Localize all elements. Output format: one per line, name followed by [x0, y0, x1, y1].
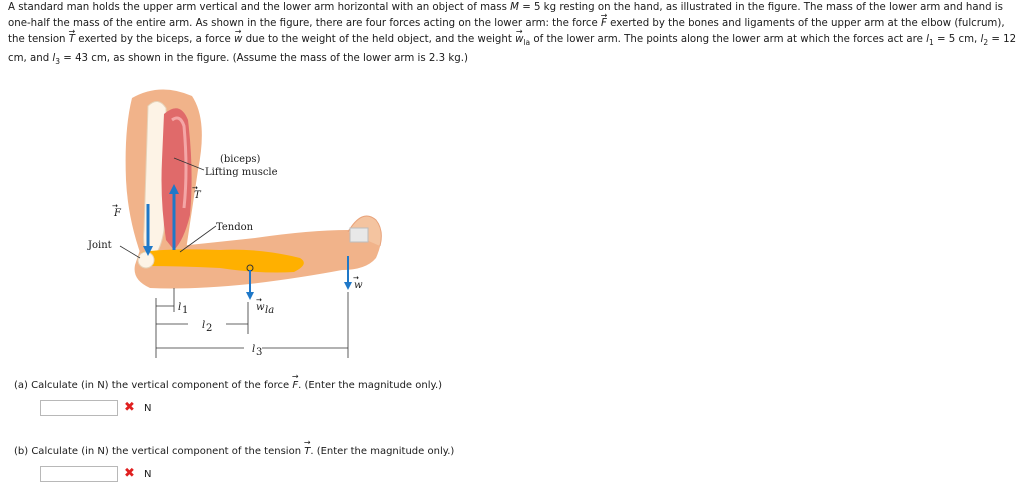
answer-a-input[interactable]: [40, 400, 118, 416]
vector-T: → T: [69, 32, 75, 48]
unit-label: N: [144, 402, 152, 414]
svg-text:→: →: [192, 184, 198, 192]
lifting-muscle-label: Lifting muscle: [205, 167, 278, 178]
incorrect-icon: ✖: [124, 400, 135, 415]
problem-text: A standard man holds the upper arm vertical and the lower arm horizontal with an object of mass M = 5 kg resting on the hand, as illustrated in the figure. The mass of the lower arm and hand is one-half the mass of the entire arm. As shown in the figure, there are four forces acting on the lower arm: the force → F exerted by the bones and ligaments of the upper arm at the elbow (fulcrum), the tension → T exerted by the biceps, a force → w due to the weight of the held object, and the weight → $w_{la}$ of the lower arm. The points along the lower arm at which the forces act are $l_1 = 5$ cm, $l_2 = 12$ cm, and $l_3 = 43$ cm, as shown in the figure. (Assume the mass of the lower arm is 2.3 kg.): [8, 0, 1018, 70]
question-b-vector: → T: [304, 446, 310, 457]
svg-text:→: →: [256, 296, 262, 304]
svg-text:3: 3: [256, 347, 263, 358]
question-b: (b) Calculate (in N) the vertical component of the tension → T. (Enter the magnitude only.): [14, 446, 454, 457]
l2-label: l: [202, 320, 206, 331]
T-label: T: [194, 190, 201, 201]
tendon-label: Tendon: [216, 222, 254, 233]
l3-label: l: [252, 344, 256, 355]
svg-text:1: 1: [182, 305, 189, 316]
svg-text:→: →: [112, 202, 118, 210]
svg-text:→: →: [353, 274, 359, 282]
w-label: w: [354, 280, 363, 291]
wla-label: w: [256, 302, 265, 313]
l1-label: l: [178, 302, 182, 313]
joint-label: Joint: [88, 240, 112, 251]
svg-text:la: la: [265, 305, 275, 316]
F-label: F: [114, 208, 121, 219]
answer-row-a: [40, 400, 151, 416]
answer-row-b: [40, 466, 151, 482]
elbow-joint: [138, 252, 154, 268]
held-object: [350, 228, 368, 242]
biceps-label: (biceps): [220, 154, 261, 165]
incorrect-icon: ✖: [124, 466, 135, 481]
arm-figure: [80, 80, 400, 370]
svg-text:2: 2: [206, 323, 213, 334]
question-a-vector: → F: [292, 380, 298, 391]
answer-b-input[interactable]: [40, 466, 118, 482]
vector-F: → F: [601, 16, 607, 32]
unit-label: N: [144, 468, 152, 480]
question-a: (a) Calculate (in N) the vertical component of the force → F. (Enter the magnitude only.): [14, 380, 442, 391]
mass-symbol: M: [510, 2, 519, 13]
vector-wla: → w: [515, 32, 523, 48]
vector-w: → w: [234, 32, 242, 48]
